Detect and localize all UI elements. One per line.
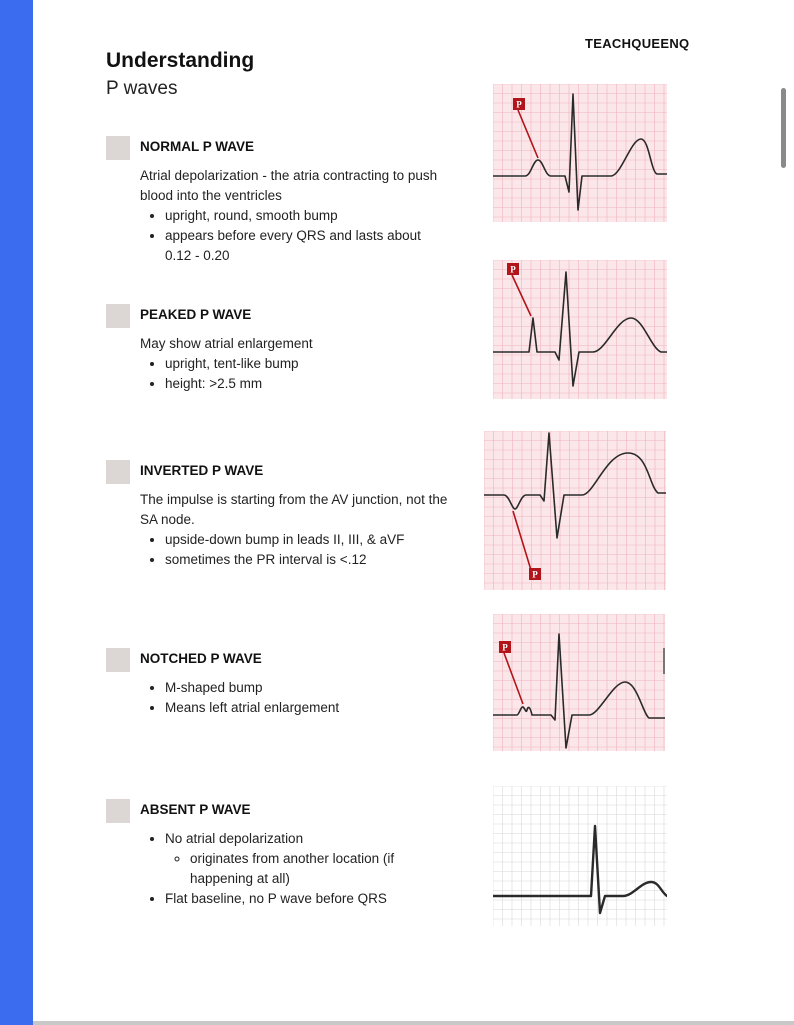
bullet-list	[140, 354, 450, 394]
sub-bullet-item: ◦ originates from another location (if happening at all)	[190, 849, 450, 889]
section-body	[140, 166, 450, 266]
checkbox-absent[interactable]	[106, 799, 130, 823]
page-subtitle: P waves	[106, 78, 178, 99]
bullet-list	[140, 530, 450, 570]
bullet-item: • Flat baseline, no P wave before QRS	[165, 889, 450, 909]
section-title: NORMAL P WAVE	[140, 139, 255, 154]
p-marker-label: P	[532, 569, 538, 580]
section-description: Atrial depolarization - the atria contracting to push blood into the ventricles	[140, 168, 438, 203]
section-title: ABSENT P WAVE	[140, 802, 251, 817]
section-body	[140, 334, 450, 394]
left-accent-bar	[0, 0, 33, 1025]
ecg-grid-background	[484, 431, 666, 590]
scrollbar-thumb[interactable]	[781, 88, 786, 168]
ecg-absent-p-wave	[493, 786, 667, 926]
sub-bullet-list	[165, 849, 450, 889]
ecg-peaked-p-wave	[493, 260, 667, 399]
brand-name: TEACHQUEENQ	[585, 36, 690, 51]
strip-edge-mark	[663, 648, 665, 674]
section-title: PEAKED P WAVE	[140, 307, 252, 322]
bullet-item: • sometimes the PR interval is <.12	[165, 550, 450, 570]
section-description: May show atrial enlargement	[140, 336, 313, 351]
checkbox-notched[interactable]	[106, 648, 130, 672]
ecg-notched-p-wave	[493, 614, 665, 751]
section-body	[140, 490, 450, 570]
bullet-item: • appears before every QRS and lasts about 0.12 - 0.20	[165, 226, 450, 266]
bullet-item: • height: >2.5 mm	[165, 374, 450, 394]
checkbox-normal[interactable]	[106, 136, 130, 160]
bullet-item: • upright, tent-like bump	[165, 354, 450, 374]
page-title: Understanding	[106, 49, 255, 72]
page-bottom-edge	[33, 1021, 794, 1025]
ecg-grid-background	[493, 260, 667, 399]
bullet-list	[140, 678, 450, 718]
bullet-list	[140, 206, 450, 266]
section-body	[140, 678, 450, 718]
section-title: NOTCHED P WAVE	[140, 651, 262, 666]
checkbox-peaked[interactable]	[106, 304, 130, 328]
ecg-grid-background	[493, 786, 667, 926]
section-body	[140, 829, 450, 909]
bullet-item: • upside-down bump in leads II, III, & aVF	[165, 530, 450, 550]
bullet-item	[165, 829, 450, 889]
p-marker-label: P	[502, 642, 508, 653]
bullet-text: No atrial depolarization	[165, 831, 304, 846]
ecg-normal-p-wave	[493, 84, 667, 222]
checkbox-inverted[interactable]	[106, 460, 130, 484]
ecg-inverted-p-wave	[484, 431, 666, 590]
bullet-item: • M-shaped bump	[165, 678, 450, 698]
section-title: INVERTED P WAVE	[140, 463, 264, 478]
p-marker-label: P	[516, 99, 522, 110]
ecg-grid-background	[493, 614, 665, 751]
bullet-list	[140, 829, 450, 909]
p-marker-label: P	[510, 264, 516, 275]
bullet-item: • upright, round, smooth bump	[165, 206, 450, 226]
bullet-item: • Means left atrial enlargement	[165, 698, 450, 718]
section-description: The impulse is starting from the AV junction, not the SA node.	[140, 492, 448, 527]
